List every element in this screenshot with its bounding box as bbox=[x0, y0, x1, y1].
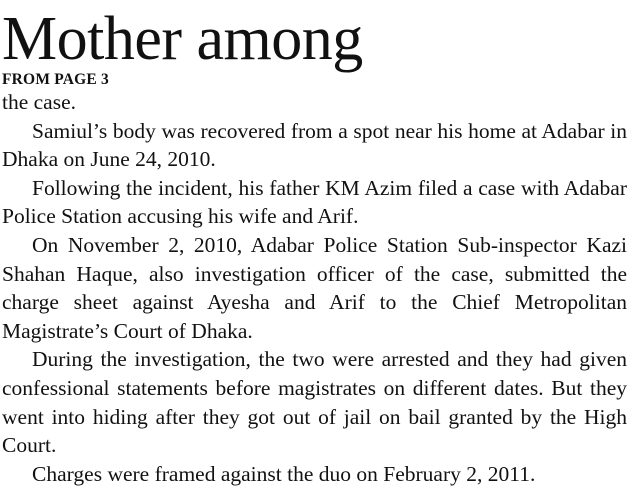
headline: Mother among bbox=[2, 5, 363, 73]
continued-from-label: FROM PAGE 3 bbox=[2, 71, 109, 88]
article-paragraph: On November 2, 2010, Adabar Police Station Sub-inspector Kazi Shahan Haque, also investigation officer of the case, submitted the charge sheet against Ayesha and Arif to the Chief Metropolitan Magistrate’s Court of Dhaka. bbox=[2, 232, 627, 343]
article-paragraph: During the investigation, the two were arrested and they had given confessional statements before magistrates on different dates. But they went into hiding after they got out of jail on bail granted by the High Court. bbox=[2, 347, 627, 458]
article-paragraph: the case. bbox=[2, 90, 77, 114]
article-paragraph: Samiul’s body was recovered from a spot near his home at Adabar in Dhaka on June 24, 2010. bbox=[2, 118, 627, 172]
article-body bbox=[2, 88, 629, 488]
article-paragraph: Charges were framed against the duo on February 2, 2011. bbox=[32, 461, 536, 486]
article-paragraph: Following the incident, his father KM Azim filed a case with Adabar Police Station accusing his wife and Arif. bbox=[2, 175, 627, 229]
